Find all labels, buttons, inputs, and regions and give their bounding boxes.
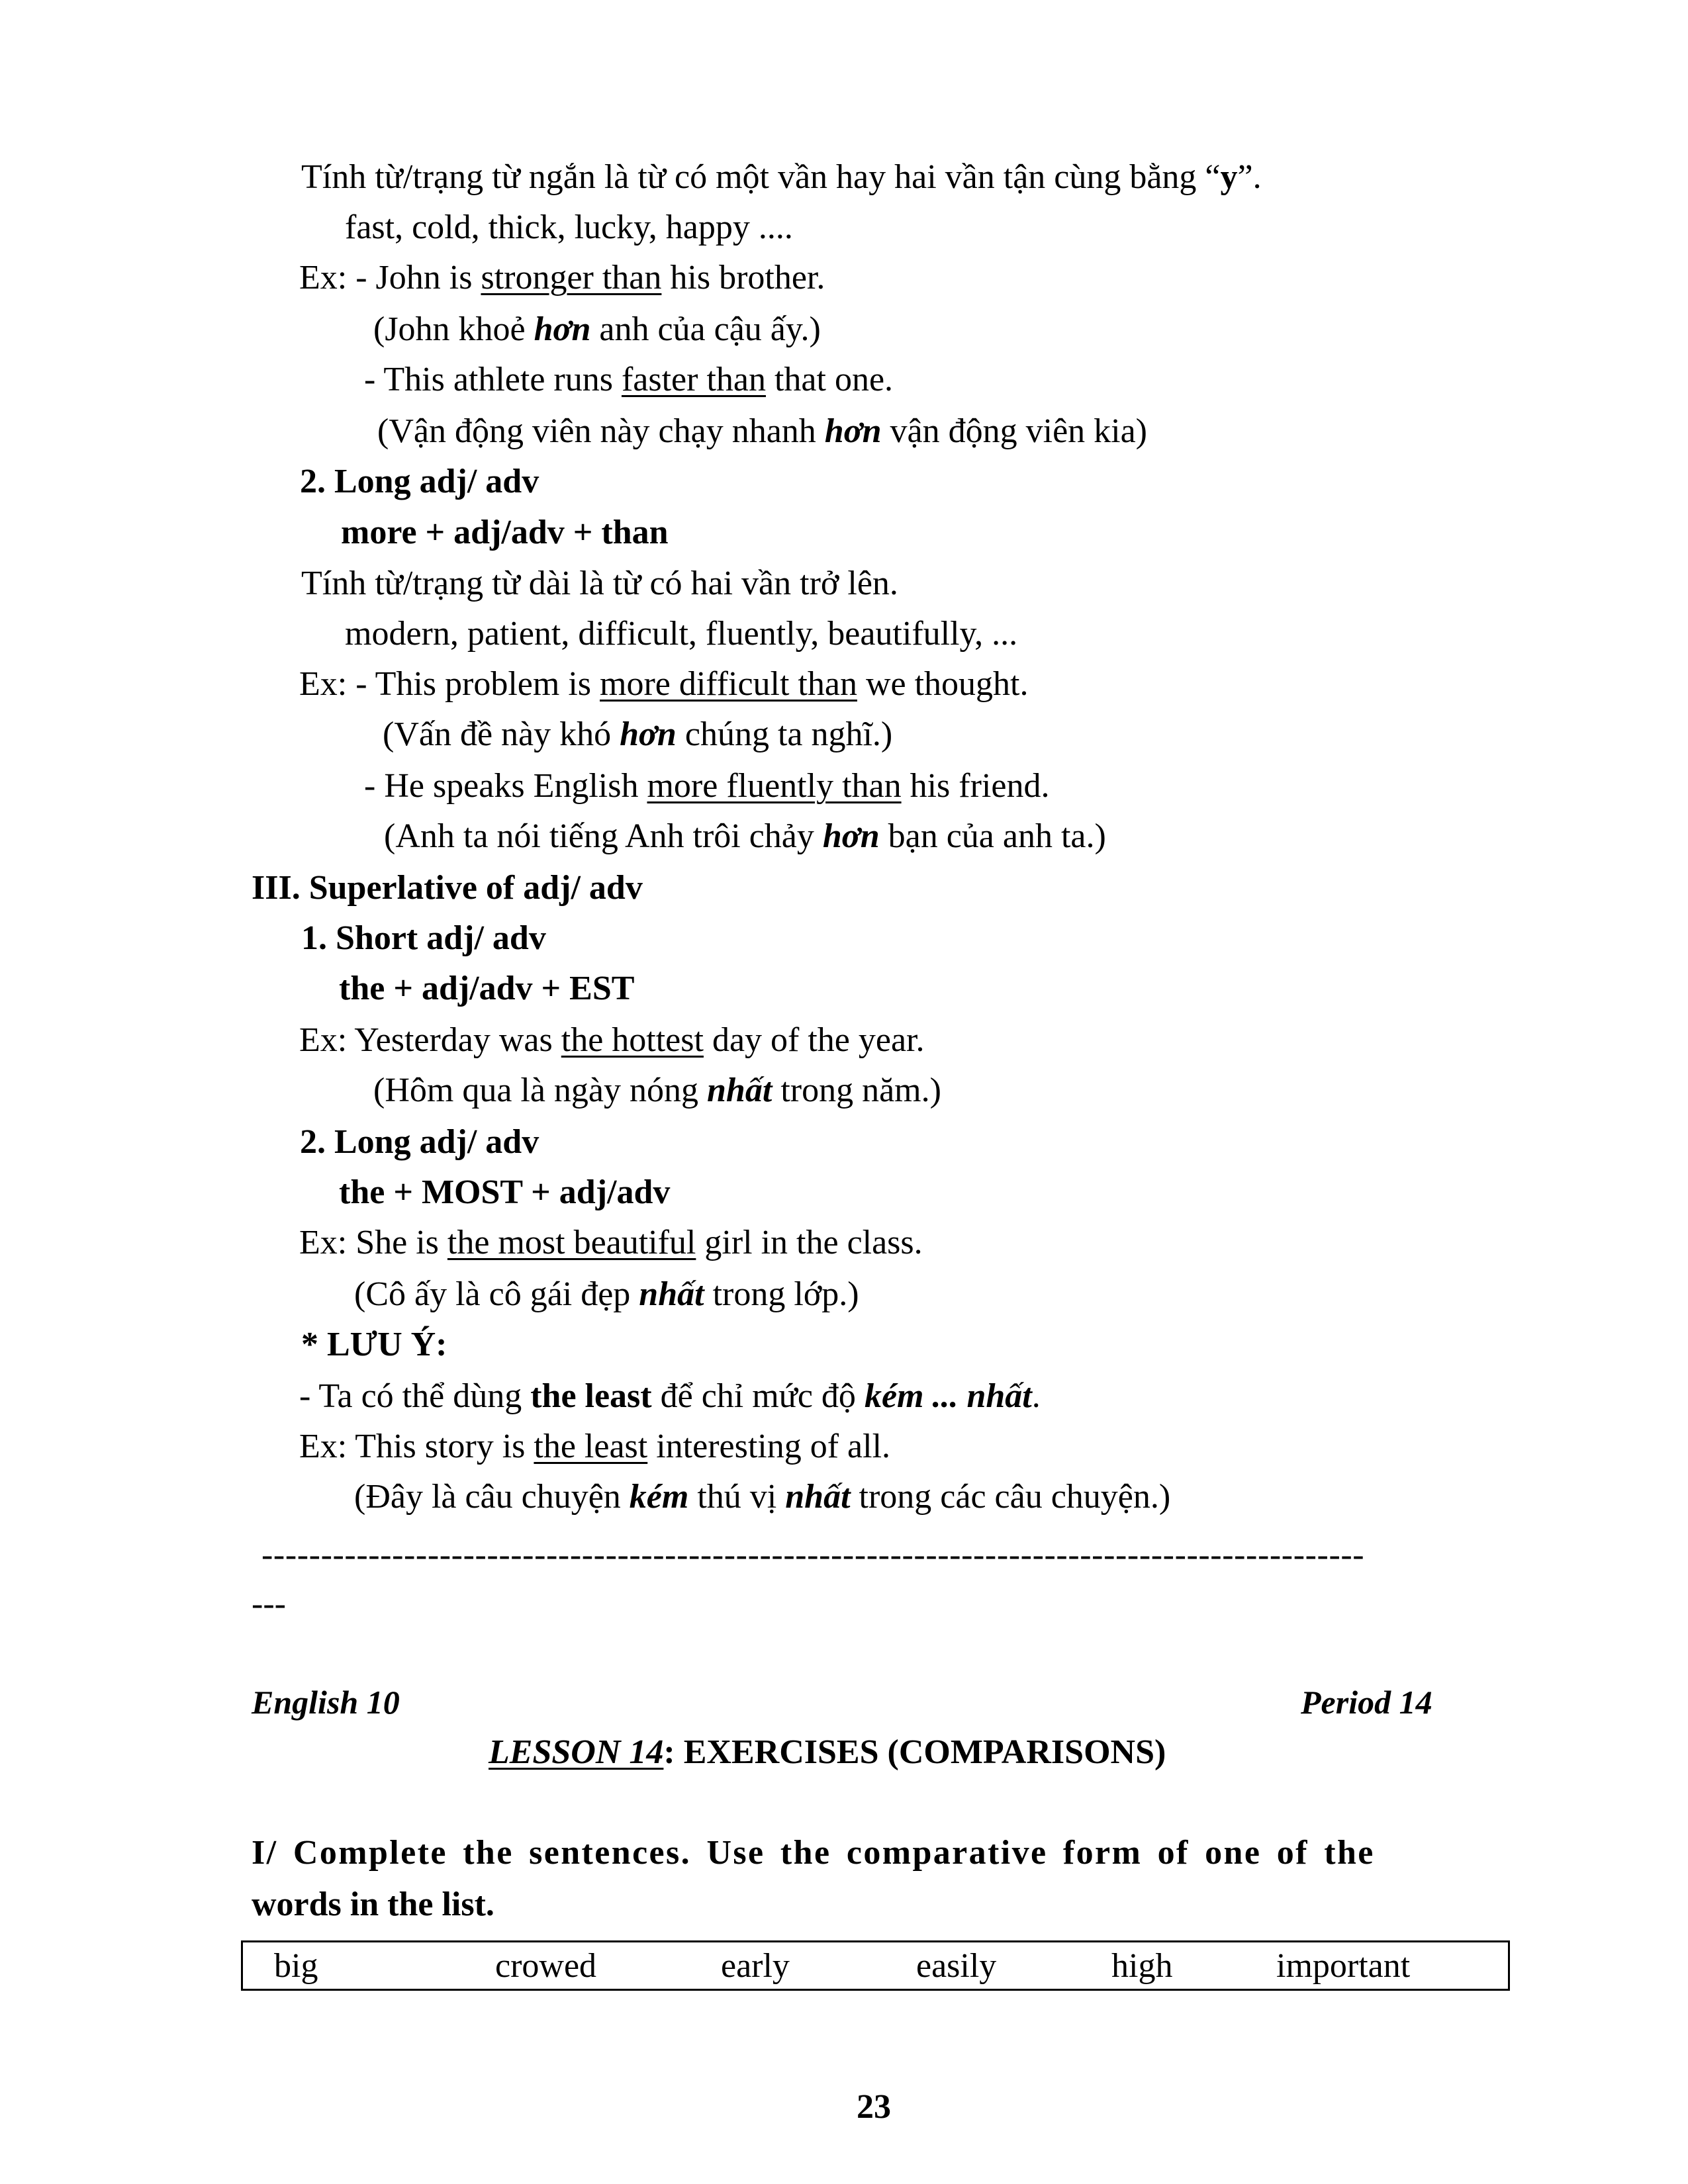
lesson-title: LESSON 14: EXERCISES (COMPARISONS) bbox=[489, 1733, 1166, 1771]
example-translation: (Vận động viên này chạy nhanh hơn vận động viên kia) bbox=[377, 412, 1147, 450]
word-item: crowed bbox=[495, 1947, 597, 1985]
example-line: Ex: Yesterday was the hottest day of the year. bbox=[299, 1021, 925, 1059]
example-line: - This athlete runs faster than that one. bbox=[364, 361, 894, 398]
word-item: big bbox=[274, 1947, 318, 1985]
formula: more + adj/adv + than bbox=[341, 514, 669, 551]
formula: the + adj/adv + EST bbox=[339, 970, 635, 1007]
example-translation: (Đây là câu chuyện kém thú vị nhất trong các câu chuyện.) bbox=[354, 1478, 1171, 1516]
separator-line: --------------------------------------------------------------------------------------------- bbox=[261, 1536, 1365, 1574]
example-line: - He speaks English more fluently than his friend. bbox=[364, 767, 1050, 805]
formula: the + MOST + adj/adv bbox=[339, 1173, 671, 1211]
section-heading: 1. Short adj/ adv bbox=[301, 919, 546, 957]
period-label: Period 14 bbox=[1301, 1684, 1432, 1721]
long-adj-definition: Tính từ/trạng từ dài là từ có hai vần trở lên. bbox=[301, 565, 898, 602]
example-translation: (John khoẻ hơn anh của cậu ấy.) bbox=[373, 310, 821, 348]
separator-line: --- bbox=[252, 1585, 286, 1623]
word-list-box bbox=[241, 1940, 1510, 1991]
example-line: Ex: - John is stronger than his brother. bbox=[299, 259, 825, 296]
example-line: Ex: This story is the least interesting of all. bbox=[299, 1428, 891, 1465]
word-item: important bbox=[1276, 1947, 1411, 1985]
section-heading: III. Superlative of adj/ adv bbox=[252, 869, 643, 907]
long-adj-examples: modern, patient, difficult, fluently, beautifully, ... bbox=[345, 615, 1018, 653]
example-line: Ex: - This problem is more difficult than we thought. bbox=[299, 665, 1029, 703]
note-heading: * LƯU Ý: bbox=[301, 1326, 447, 1363]
example-translation: (Vấn đề này khó hơn chúng ta nghĩ.) bbox=[383, 715, 893, 753]
example-translation: (Anh ta nói tiếng Anh trôi chảy hơn bạn của anh ta.) bbox=[384, 817, 1106, 855]
note-text: - Ta có thể dùng the least để chỉ mức độ kém ... nhất. bbox=[299, 1377, 1041, 1415]
exercise-instruction: words in the list. bbox=[252, 1886, 494, 1923]
word-item: early bbox=[721, 1947, 790, 1985]
course-label: English 10 bbox=[252, 1684, 400, 1721]
short-adj-definition: Tính từ/trạng từ ngắn là từ có một vần hay hai vần tận cùng bằng “y”. bbox=[301, 158, 1262, 196]
example-translation: (Hôm qua là ngày nóng nhất trong năm.) bbox=[373, 1071, 941, 1109]
section-heading: 2. Long adj/ adv bbox=[300, 463, 539, 500]
page-number: 23 bbox=[857, 2088, 891, 2126]
section-heading: 2. Long adj/ adv bbox=[300, 1123, 539, 1161]
word-item: easily bbox=[916, 1947, 997, 1985]
example-translation: (Cô ấy là cô gái đẹp nhất trong lớp.) bbox=[354, 1275, 859, 1313]
word-item: high bbox=[1111, 1947, 1173, 1985]
short-adj-examples: fast, cold, thick, lucky, happy .... bbox=[345, 208, 793, 246]
example-line: Ex: She is the most beautiful girl in the class. bbox=[299, 1224, 923, 1261]
exercise-instruction: I/ Complete the sentences. Use the comparative form of one of the bbox=[252, 1834, 1375, 1872]
